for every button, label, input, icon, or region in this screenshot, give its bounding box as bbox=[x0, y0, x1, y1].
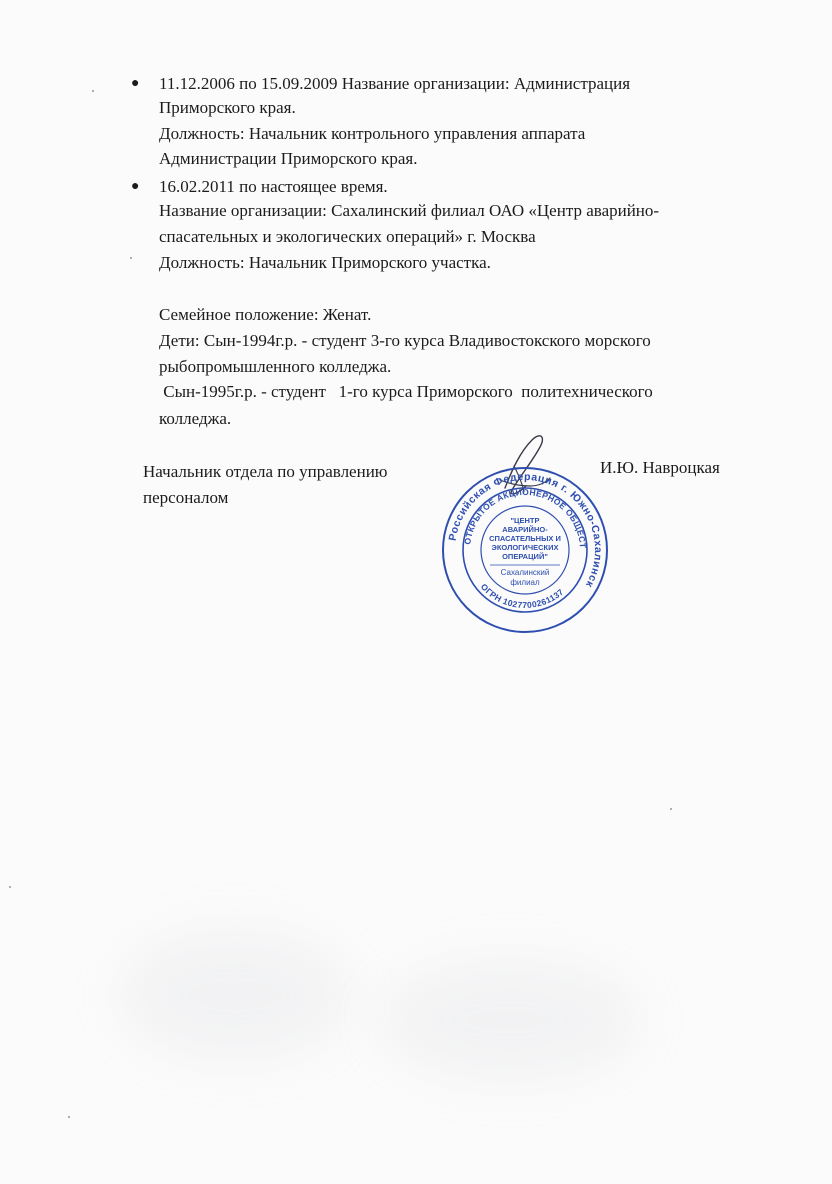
entry2-line4: Должность: Начальник Приморского участка. bbox=[159, 253, 491, 272]
entry2-line3: спасательных и экологических операций» г. Москва bbox=[159, 227, 536, 246]
seal-ogrn-text: ОГРН 1027700261137 bbox=[478, 581, 566, 611]
entry2-line2: Название организации: Сахалинский филиал ОАО «Центр аварийно- bbox=[159, 201, 660, 220]
entry2-line1: 16.02.2011 по настоящее время. bbox=[159, 177, 388, 196]
seal-center-line2: АВАРИЙНО- bbox=[502, 525, 548, 534]
entry1-line4: Администрации Приморского края. bbox=[159, 149, 418, 168]
signatory-position-line2: персоналом bbox=[143, 488, 229, 507]
entry1-line2: Приморского края. bbox=[159, 98, 296, 117]
seal-branch-line2: филиал bbox=[510, 578, 540, 587]
children-line1: Дети: Сын-1994г.р. - студент 3-го курса Владивостокского морского bbox=[159, 331, 651, 350]
marital-status: Семейное положение: Женат. bbox=[159, 305, 372, 324]
scan-speck bbox=[68, 1116, 70, 1118]
scan-speck bbox=[670, 808, 672, 810]
seal-center-line5: ОПЕРАЦИЙ" bbox=[502, 552, 548, 561]
seal-outer-text: Российская Федерация г. Южно-Сахалинск bbox=[446, 470, 605, 590]
bullet-icon: ● bbox=[131, 179, 140, 194]
signatory-name: И.Ю. Навроцкая bbox=[600, 458, 720, 477]
seal-upper-text: ОТКРЫТОЕ АКЦИОНЕРНОЕ ОБЩЕСТВО bbox=[436, 457, 589, 549]
children-line3: Сын-1995г.р. - студент 1-го курса Приморского политехнического bbox=[159, 382, 653, 401]
seal-center-line4: ЭКОЛОГИЧЕСКИХ bbox=[491, 543, 559, 552]
children-line4: колледжа. bbox=[159, 409, 232, 428]
organization-seal-stamp bbox=[436, 457, 610, 635]
entry1-line1: 11.12.2006 по 15.09.2009 Название организации: Администрация bbox=[159, 74, 631, 93]
seal-center-line1: "ЦЕНТР bbox=[510, 516, 540, 525]
seal-lettering bbox=[437, 457, 604, 610]
entry1-line3: Должность: Начальник контрольного управления аппарата bbox=[159, 124, 586, 143]
scan-speck bbox=[9, 886, 11, 888]
children-line2: рыбопромышленного колледжа. bbox=[159, 357, 392, 376]
signatory-position-line1: Начальник отдела по управлению bbox=[143, 462, 388, 481]
seal-branch-line1: Сахалинский bbox=[500, 568, 550, 577]
bullet-icon: ● bbox=[131, 76, 140, 91]
scan-speck bbox=[92, 90, 94, 92]
scan-speck bbox=[130, 257, 132, 259]
seal-center-line3: СПАСАТЕЛЬНЫХ И bbox=[489, 534, 561, 543]
